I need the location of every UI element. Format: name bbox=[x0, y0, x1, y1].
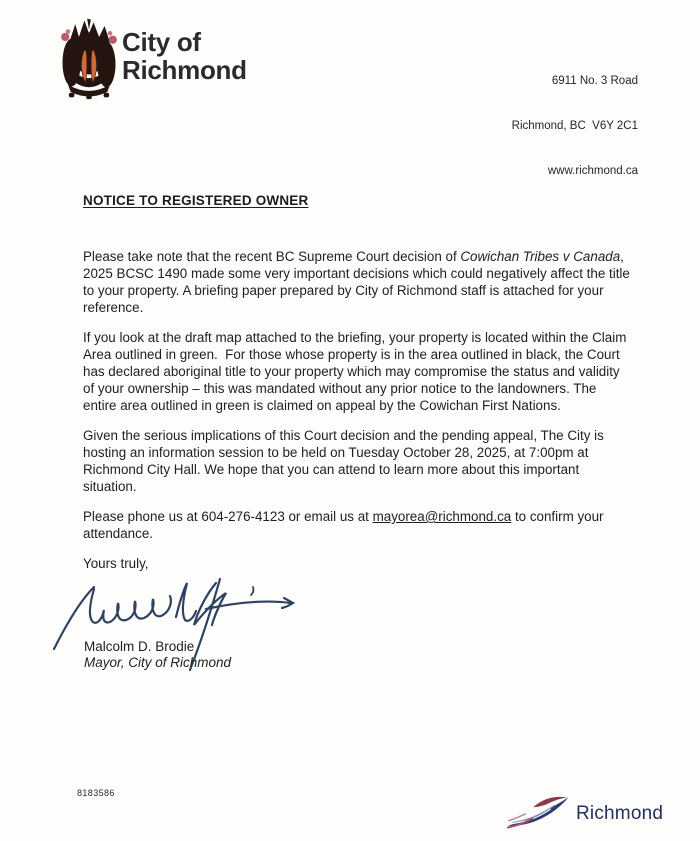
letterhead-city-name-line1: City of bbox=[122, 27, 201, 57]
signer-title: Mayor, City of Richmond bbox=[84, 655, 232, 670]
signer-block bbox=[84, 639, 231, 671]
paragraph-1-text: Please take note that the recent BC Supreme Court decision of bbox=[83, 249, 461, 264]
paragraph-1 bbox=[83, 248, 634, 316]
paragraph-4 bbox=[83, 508, 631, 542]
paragraph-4-continued: to confirm your attendance. bbox=[83, 509, 608, 541]
address-city: Richmond, BC V6Y 2C1 bbox=[511, 120, 638, 132]
richmond-wave-icon bbox=[506, 792, 574, 830]
letterhead-address bbox=[512, 44, 638, 209]
address-website: www.richmond.ca bbox=[547, 165, 638, 177]
letterhead-city-name-line2: Richmond bbox=[122, 55, 247, 85]
paragraph-3: Given the serious implications of this Court decision and the pending appeal, The City is hosting an information session to be held on Tuesday October 28, 2025, at 7:00pm at Richmond City Hall. We hope that you can attend to learn more about this important situation. bbox=[83, 428, 608, 494]
closing-salutation: Yours truly, bbox=[83, 556, 149, 571]
signer-name: Malcolm D. Brodie bbox=[84, 639, 195, 654]
paragraph-4-text: Please phone us at 604-276-4123 or email us at bbox=[83, 509, 373, 524]
case-citation: Cowichan Tribes v Canada bbox=[460, 249, 621, 264]
richmond-footer-logo bbox=[506, 792, 663, 830]
notice-heading: NOTICE TO REGISTERED OWNER bbox=[83, 193, 309, 208]
document-number: 8183586 bbox=[77, 788, 115, 798]
letter-body bbox=[83, 248, 634, 572]
email-link[interactable]: mayorea@richmond.ca bbox=[372, 509, 512, 524]
paragraph-2: If you look at the draft map attached to the briefing, your property is located within the Claim Area outlined in green. For those whose property is in the area outlined in black, the Court has declared aboriginal title to your property which may compromise the status and validity of your ownership – this was mandated without any prior notice to the landowners. The entire area outlined in green is claimed on appeal by the Cowichan First Nations. bbox=[83, 330, 630, 413]
footer-logo-text: Richmond bbox=[576, 803, 664, 824]
city-of-richmond-crest-icon bbox=[57, 14, 121, 102]
paragraph-1-continued: , 2025 BCSC 1490 made some very important decisions which could negatively affect the title to your property. A briefing paper prepared by City of Richmond staff is attached for your reference. bbox=[83, 249, 634, 315]
address-street: 6911 No. 3 Road bbox=[551, 75, 638, 87]
letterhead-city-name bbox=[122, 28, 247, 84]
